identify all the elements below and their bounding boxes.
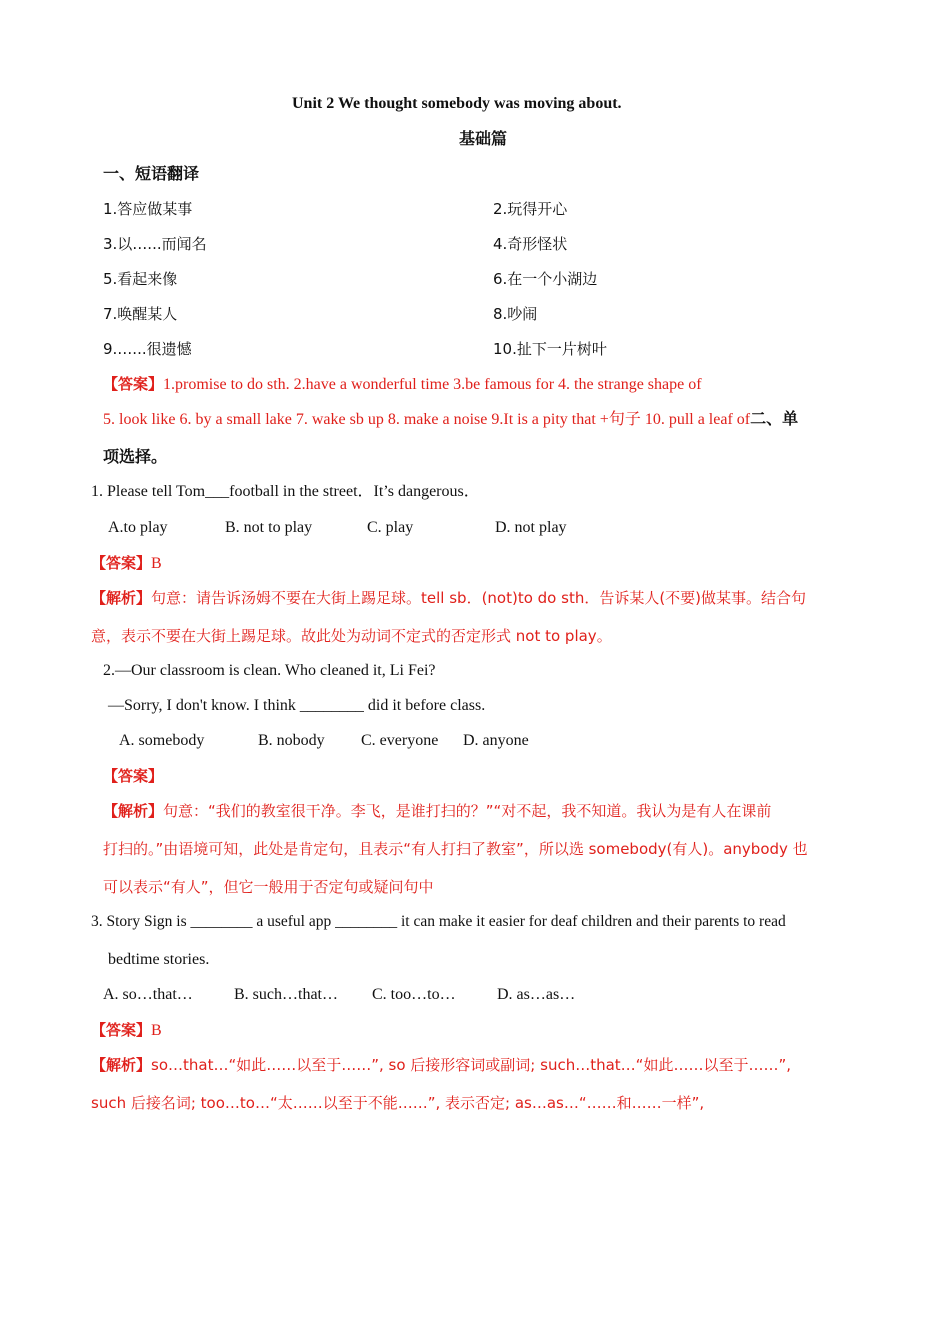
document-subtitle: 基础篇 bbox=[459, 129, 508, 148]
answer-text: 1.promise to do sth. 2.have a wonderful time 3.be famous for 4. the strange shape of bbox=[163, 376, 702, 393]
section2-heading-part1: 二、单 bbox=[750, 409, 799, 428]
q2-analysis-line1 bbox=[103, 801, 771, 821]
phrase-item-5: 5.看起来像 bbox=[103, 270, 178, 288]
q1-stem: 1. Please tell Tom___football in the street．It’s dangerous． bbox=[91, 483, 480, 500]
phrase-item-2: 2.玩得开心 bbox=[493, 200, 568, 218]
q1-answer bbox=[91, 553, 162, 574]
phrase-item-3: 3.以…...而闻名 bbox=[103, 235, 207, 253]
answer-tag: 【答案】 bbox=[91, 554, 152, 572]
q1-option-b: B. not to play bbox=[225, 519, 313, 536]
q2-option-a: A. somebody bbox=[119, 732, 205, 749]
q1-option-a: A.to play bbox=[108, 519, 168, 536]
analysis-text: 句意：“我们的教室很干净。李飞，是谁打扫的？”“对不起，我不知道。我认为是有人在课前 bbox=[163, 802, 772, 820]
q1-option-d: D. not play bbox=[495, 519, 567, 536]
q2-answer-tag: 【答案】 bbox=[103, 767, 164, 785]
phrase-item-7: 7.唤醒某人 bbox=[103, 305, 178, 323]
answer-value: B bbox=[151, 1022, 162, 1039]
q3-analysis-line2: such 后接名词; too…to…“太……以至于不能……”, 表示否定; as…as…“……和……一样”, bbox=[91, 1094, 705, 1112]
q3-option-c: C. too…to… bbox=[372, 986, 456, 1003]
answer-text-line2: 5. look like 6. by a small lake 7. wake sb up 8. make a noise 9.It is a pity that +句子 10. pull a leaf of bbox=[103, 411, 751, 428]
q2-stem-line2: —Sorry, I don't know. I think ________ did it before class. bbox=[108, 697, 486, 714]
analysis-tag: 【解析】 bbox=[91, 1056, 152, 1074]
answer-value: B bbox=[151, 555, 162, 572]
section1-answer-line1 bbox=[103, 374, 702, 395]
q2-stem-line1: 2.—Our classroom is clean. Who cleaned it, Li Fei? bbox=[103, 662, 436, 679]
phrase-item-6: 6.在一个小湖边 bbox=[493, 270, 598, 288]
q1-options bbox=[108, 518, 567, 538]
q1-analysis-line2: 意，表示不要在大街上踢足球。故此处为动词不定式的否定形式 not to play。 bbox=[91, 627, 612, 645]
q2-analysis-line2: 打扫的。”由语境可知，此处是肯定句，且表示“有人打扫了教室”，所以选 somebody(有人)。anybody 也 bbox=[103, 840, 808, 858]
phrase-item-10: 10.扯下一片树叶 bbox=[493, 340, 607, 358]
q2-option-c: C. everyone bbox=[361, 732, 439, 749]
q3-option-a: A. so…that… bbox=[103, 986, 193, 1003]
analysis-tag: 【解析】 bbox=[91, 589, 152, 607]
q2-analysis-line3: 可以表示“有人”，但它一般用于否定句或疑问句中 bbox=[103, 878, 434, 896]
document-title: Unit 2 We thought somebody was moving about. bbox=[292, 95, 622, 112]
q3-stem-line1: 3. Story Sign is ________ a useful app ________ it can make it easier for deaf children and their parents to read bbox=[91, 913, 786, 930]
phrase-item-4: 4.奇形怪状 bbox=[493, 235, 568, 253]
analysis-tag: 【解析】 bbox=[103, 802, 164, 820]
section1-answer-line2-row bbox=[103, 409, 798, 430]
q3-option-d: D. as…as… bbox=[497, 986, 576, 1003]
phrase-item-9: 9.…...很遗憾 bbox=[103, 340, 192, 358]
answer-tag: 【答案】 bbox=[91, 1021, 152, 1039]
answer-tag: 【答案】 bbox=[103, 375, 164, 393]
q2-options bbox=[119, 731, 529, 751]
analysis-text: 句意：请告诉汤姆不要在大街上踢足球。tell sb．(not)to do sth．告诉某人(不要)做某事。结合句 bbox=[151, 589, 807, 607]
q3-options bbox=[103, 985, 575, 1005]
q3-analysis-line1 bbox=[91, 1055, 791, 1075]
q1-option-c: C. play bbox=[367, 519, 414, 536]
analysis-text: so…that…“如此……以至于……”, so 后接形容词或副词; such…that…“如此……以至于……”, bbox=[151, 1056, 791, 1074]
q1-analysis-line1 bbox=[91, 588, 806, 608]
q2-option-b: B. nobody bbox=[258, 732, 325, 749]
q3-stem-line2: bedtime stories. bbox=[108, 951, 210, 968]
section2-heading-part2: 项选择。 bbox=[103, 447, 168, 466]
q2-option-d: D. anyone bbox=[463, 732, 529, 749]
q3-answer bbox=[91, 1020, 162, 1041]
phrase-item-8: 8.吵闹 bbox=[493, 305, 538, 323]
q3-option-b: B. such…that… bbox=[234, 986, 338, 1003]
section1-heading: 一、短语翻译 bbox=[103, 164, 200, 183]
phrase-item-1: 1.答应做某事 bbox=[103, 200, 193, 218]
